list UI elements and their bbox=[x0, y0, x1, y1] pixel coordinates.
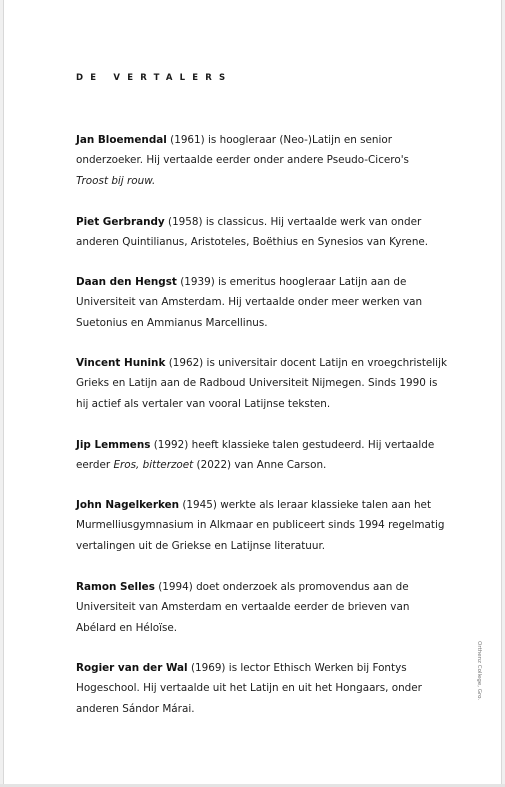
translator-name: Vincent Hunink bbox=[76, 357, 166, 369]
birth-year: (1961) bbox=[170, 134, 205, 146]
translator-entry-nagelkerken: John Nagelkerken (1945) werkte als leraar klassieke talen aan het Murmelliusgymnasium in Alkmaar en publiceert sinds 1994 regelmatig vertalingen uit de Griekse en Latijnse literatuur. bbox=[76, 499, 445, 552]
birth-year: (1939) bbox=[180, 276, 215, 288]
library-stamp: Orthenz College, Gro. bbox=[476, 641, 482, 701]
translator-name: Daan den Hengst bbox=[76, 276, 177, 288]
birth-year: (1994) bbox=[158, 581, 193, 593]
translator-name: Jan Bloemendal bbox=[76, 134, 167, 146]
translator-name: Piet Gerbrandy bbox=[76, 216, 165, 228]
translator-entry-selles: Ramon Selles (1994) doet onderzoek als promovendus aan de Universiteit van Amsterdam en vertaalde eerder de brieven van Abélard en Héloïse. bbox=[76, 581, 410, 634]
birth-year: (1945) bbox=[182, 499, 217, 511]
birth-year: (1969) bbox=[190, 662, 226, 674]
book-title: Eros, bitterzoet bbox=[113, 459, 194, 472]
birth-year: (1992) bbox=[153, 439, 189, 451]
translator-entry-hengst: Daan den Hengst (1939) is emeritus hoogleraar Latijn aan de Universiteit van Amsterdam. Hij vertaalde onder meer werken van Suetonius en Ammianus Marcellinus. bbox=[76, 276, 423, 329]
translator-entry-hunink: Vincent Hunink (1962) is universitair docent Latijn en vroegchristelijk Grieks en Latijn aan de Radboud Universiteit Nijmegen. Sinds 1990 is hij actief als vertaler van vooral Latijnse teksten. bbox=[76, 357, 447, 410]
section-heading: DE VERTALERS bbox=[76, 73, 233, 83]
book-title: Troost bij rouw. bbox=[76, 174, 156, 187]
translator-name: Rogier van der Wal bbox=[76, 662, 188, 674]
translator-name: Jip Lemmens bbox=[76, 439, 151, 451]
birth-year: (1962) bbox=[168, 357, 204, 369]
translator-name: Ramon Selles bbox=[76, 581, 155, 593]
translator-entry-lemmens: Jip Lemmens (1992) heeft klassieke talen gestudeerd. Hij vertaalde eerder Eros, bitterzoet (2022) van Anne Carson. bbox=[76, 439, 435, 472]
translator-name: John Nagelkerken bbox=[76, 499, 180, 511]
translator-entry-gerbrandy: Piet Gerbrandy (1958) is classicus. Hij vertaalde werk van onder anderen Quintilianus, Aristoteles, Boëthius en Synesios van Kyrene. bbox=[76, 216, 429, 249]
birth-year: (1958) bbox=[168, 216, 203, 228]
translator-entry-bloemendal: Jan Bloemendal (1961) is hoogleraar (Neo-)Latijn en senior onderzoeker. Hij vertaalde eerder onder andere Pseudo-Cicero's Troost bij rouw. bbox=[76, 134, 409, 187]
translator-entry-van-der-wal: Rogier van der Wal (1969) is lector Ethisch Werken bij Fontys Hogeschool. Hij vertaalde uit het Latijn en uit het Hongaars, onder anderen Sándor Márai. bbox=[76, 662, 422, 715]
book-page bbox=[4, 0, 501, 784]
